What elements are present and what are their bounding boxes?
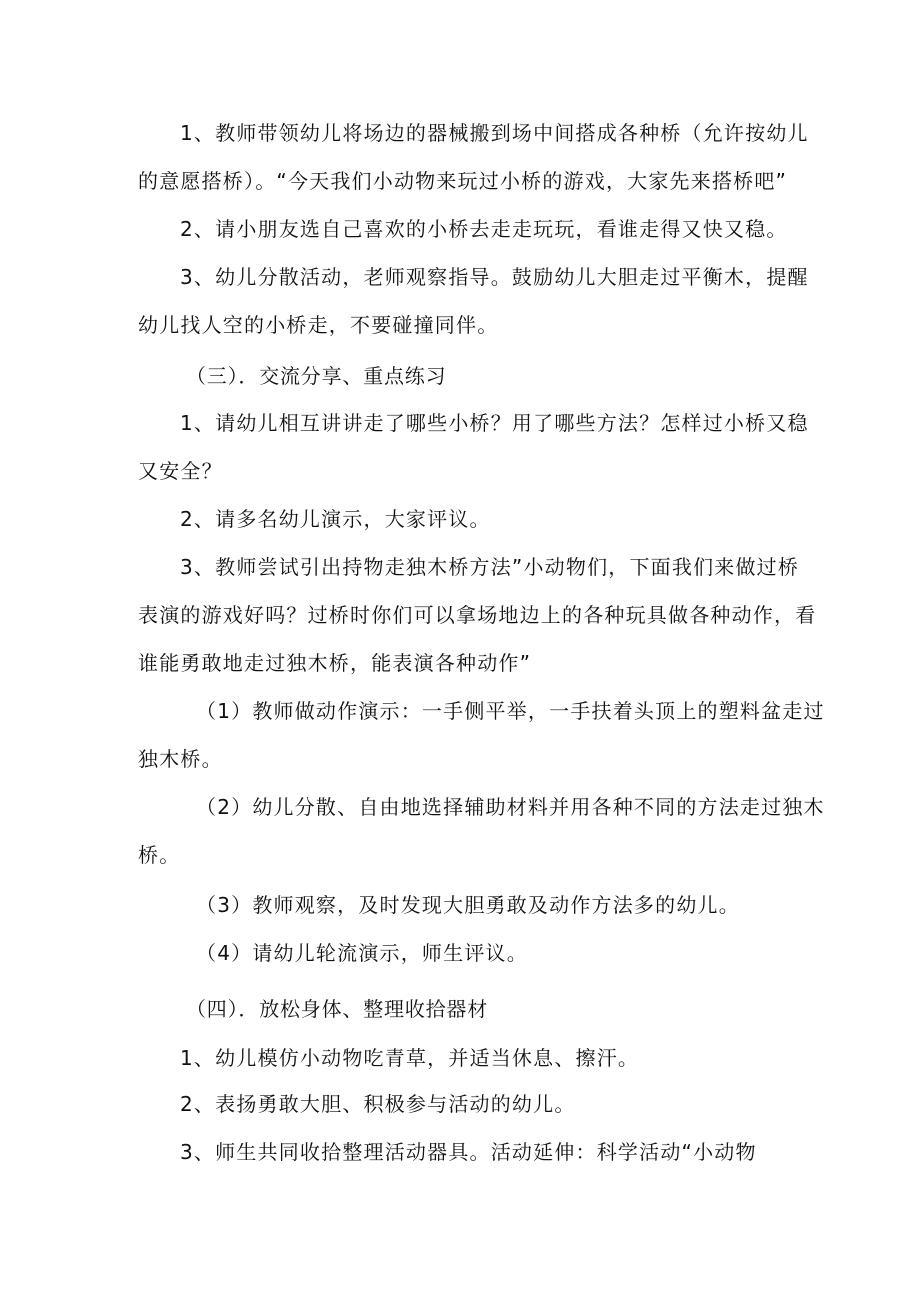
paragraph-line: （2）幼儿分散、自由地选择辅助材料并用各种不同的方法走过独木 bbox=[196, 795, 825, 819]
paragraph-line: 3、师生共同收拾整理活动器具。活动延伸：科学活动“小动物 bbox=[180, 1140, 757, 1164]
paragraph-line: 2、请小朋友选自己喜欢的小桥去走走玩玩，看谁走得又快又稳。 bbox=[180, 217, 788, 241]
paragraph-line: （3）教师观察，及时发现大胆勇敢及动作方法多的幼儿。 bbox=[196, 893, 740, 917]
paragraph-line: 桥。 bbox=[138, 843, 181, 867]
paragraph-line: 又安全？ bbox=[138, 459, 223, 483]
section-heading: （四）．放松身体、整理收拾器材 bbox=[186, 997, 488, 1021]
paragraph-line: 幼儿找人空的小桥走，不要碰撞同伴。 bbox=[138, 313, 499, 337]
paragraph-line: 1、请幼儿相互讲讲走了哪些小桥？用了哪些方法？怎样过小桥又稳 bbox=[180, 411, 809, 435]
paragraph-line: （1）教师做动作演示：一手侧平举，一手扶着头顶上的塑料盆走过 bbox=[196, 699, 825, 723]
paragraph-line: 表演的游戏好吗？过桥时你们可以拿场地边上的各种玩具做各种动作，看 bbox=[138, 603, 817, 627]
paragraph-line: 2、请多名幼儿演示，大家评议。 bbox=[180, 507, 491, 531]
paragraph-line: 3、幼儿分散活动，老师观察指导。鼓励幼儿大胆走过平衡木，提醒 bbox=[180, 265, 809, 289]
paragraph-line: 2、表扬勇敢大胆、积极参与活动的幼儿。 bbox=[180, 1092, 576, 1116]
paragraph-line: 1、教师带领幼儿将场边的器械搬到场中间搭成各种桥（允许按幼儿 bbox=[180, 121, 809, 145]
paragraph-line: 的意愿搭桥）。“今天我们小动物来玩过小桥的游戏，大家先来搭桥吧” bbox=[138, 169, 788, 193]
paragraph-line: 谁能勇敢地走过独木桥，能表演各种动作” bbox=[138, 651, 532, 675]
paragraph-line: （4）请幼儿轮流演示，师生评议。 bbox=[196, 941, 528, 965]
section-heading: （三）．交流分享、重点练习 bbox=[186, 364, 447, 388]
paragraph-line: 3、教师尝试引出持物走独木桥方法”小动物们，下面我们来做过桥 bbox=[180, 555, 800, 579]
paragraph-line: 1、幼儿模仿小动物吃青草，并适当休息、擦汗。 bbox=[180, 1046, 640, 1070]
paragraph-line: 独木桥。 bbox=[138, 747, 223, 771]
